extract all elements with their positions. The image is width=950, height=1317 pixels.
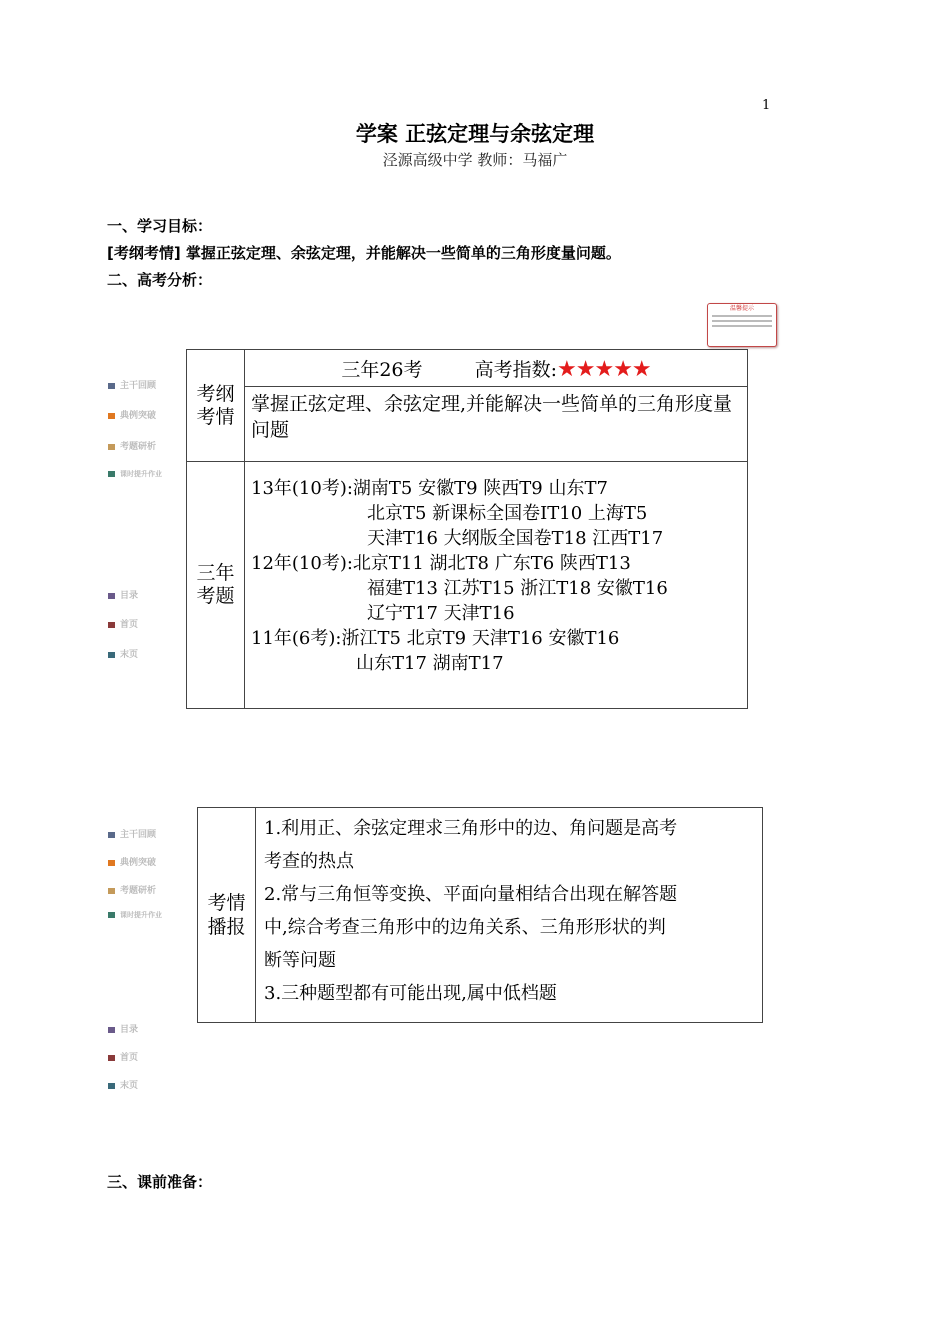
nav-item-end[interactable]: 末页 — [108, 1078, 138, 1091]
nav-item-review[interactable]: 主干回顾 — [108, 378, 156, 391]
exam-report-table — [197, 807, 763, 1023]
page-subtitle: 泾源高级中学 教师：马福广 — [382, 151, 568, 169]
nav-item-examples[interactable]: 典例突破 — [108, 408, 156, 421]
goals-text: [考纲考情] 掌握正弦定理、余弦定理，并能解决一些简单的三角形度量问题。 — [107, 244, 621, 262]
section-heading-analysis: 二、高考分析： — [107, 271, 213, 289]
label-three-years: 三年考题 — [187, 462, 245, 709]
past-exams-list — [245, 462, 748, 709]
label-syllabus: 考纲考情 — [187, 350, 245, 462]
exam-row: 天津T16 大纲版全国卷T18 江西T17 — [367, 528, 664, 549]
report-line: 3.三种题型都有可能出现,属中低档题 — [264, 983, 557, 1004]
exam-row: 13年(10考):湖南T5 安徽T9 陕西T9 山东T7 — [251, 478, 608, 499]
exam-row: 福建T13 江苏T15 浙江T18 安徽T16 — [367, 578, 668, 599]
nav-item-contents[interactable]: 目录 — [108, 1022, 138, 1035]
exam-analysis-table — [186, 349, 748, 709]
nav-item-exam-study[interactable]: 考题研析 — [108, 883, 156, 896]
nav-item-home[interactable]: 首页 — [108, 1050, 138, 1063]
exam-row: 12年(10考):北京T11 湖北T8 广东T6 陕西T13 — [251, 553, 631, 574]
syllabus-content: 掌握正弦定理、余弦定理,并能解决一些简单的三角形度量问题 — [245, 387, 748, 462]
section-heading-preparation: 三、课前准备： — [107, 1173, 213, 1191]
report-content — [256, 808, 763, 1023]
nav-item-end[interactable]: 末页 — [108, 647, 138, 660]
nav-item-examples[interactable]: 典例突破 — [108, 855, 156, 868]
report-line: 2.常与三角恒等变换、平面向量相结合出现在解答题 — [264, 884, 678, 905]
table-header — [245, 350, 748, 387]
exam-row: 辽宁T17 天津T16 — [367, 603, 515, 624]
nav-item-homework[interactable]: 课时提升作业 — [108, 910, 162, 920]
label-report: 考情播报 — [198, 808, 256, 1023]
report-line: 考查的热点 — [264, 851, 354, 872]
exam-row: 11年(6考):浙江T5 北京T9 天津T16 安徽T16 — [251, 628, 620, 649]
page-number: 1 — [762, 98, 771, 113]
page-title: 学案 正弦定理与余弦定理 — [355, 121, 595, 146]
section-heading-goals: 一、学习目标： — [107, 217, 213, 235]
report-line: 断等问题 — [264, 950, 336, 971]
side-nav-lower — [108, 827, 188, 1097]
index-label: 高考指数: — [474, 358, 558, 381]
side-nav-upper — [108, 378, 188, 668]
star-rating-icon: ★★★★★ — [557, 356, 651, 382]
years-count: 三年26考 — [341, 358, 423, 381]
exam-row: 山东T17 湖南T17 — [356, 653, 504, 674]
nav-item-contents[interactable]: 目录 — [108, 588, 138, 601]
stamp-title: 温馨提示 — [729, 305, 754, 312]
nav-item-home[interactable]: 首页 — [108, 617, 138, 630]
nav-item-review[interactable]: 主干回顾 — [108, 827, 156, 840]
reminder-stamp — [707, 303, 777, 347]
exam-row: 北京T5 新课标全国卷ⅠT10 上海T5 — [367, 503, 648, 524]
report-line: 中,综合考查三角形中的边角关系、三角形形状的判 — [264, 917, 666, 938]
nav-item-homework[interactable]: 课时提升作业 — [108, 469, 162, 479]
report-line: 1.利用正、余弦定理求三角形中的边、角问题是高考 — [264, 818, 678, 839]
nav-item-exam-study[interactable]: 考题研析 — [108, 439, 156, 452]
